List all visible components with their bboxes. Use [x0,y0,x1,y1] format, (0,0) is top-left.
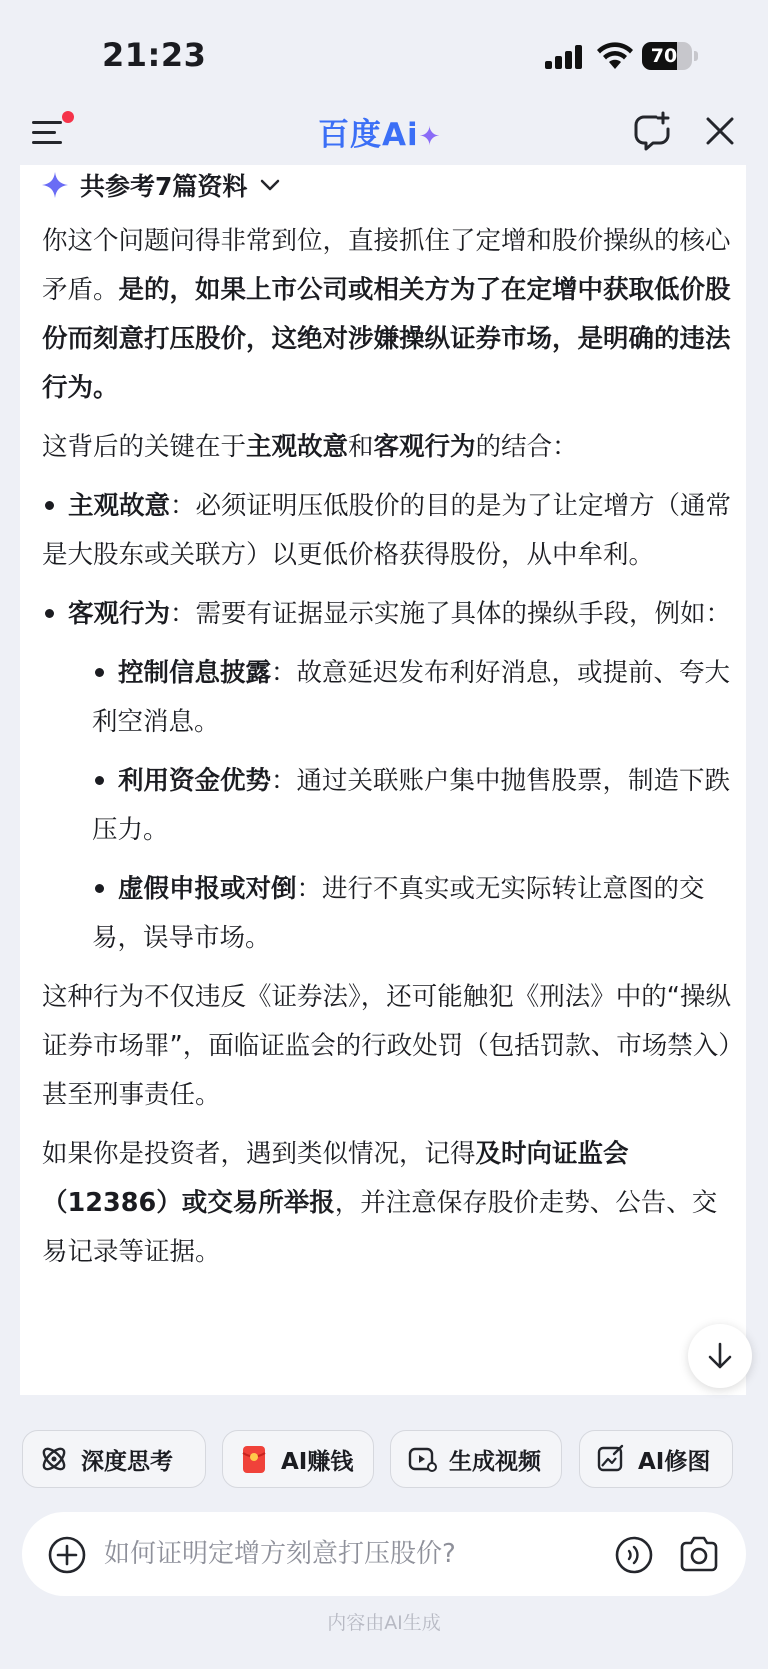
answer-paragraph: 如果你是投资者，遇到类似情况，记得及时向证监会（12386）或交易所举报，并注意保存股价走势、公告、交易记录等证据。 [42,1139,718,1267]
app-logo [318,109,458,153]
logo-ai: Ai [382,117,419,153]
logo-text: 百度 [318,117,382,153]
voice-icon[interactable] [614,1535,654,1575]
bullet-dot [95,668,104,677]
answer-paragraph: 这种行为不仅违反《证券法》，还可能触犯《刑法》中的“操纵证券市场罪”，面临证监会的行政处罚（包括罚款、市场禁入）甚至刑事责任。 [42,982,731,1110]
chip-ai-earn[interactable]: AI赚钱 [222,1430,374,1488]
list-item: 客观行为：需要有证据显示实施了具体的操纵手段，例如： [42,590,732,639]
bullet-dot [95,776,104,785]
menu-button[interactable] [30,113,70,149]
status-bar [0,0,768,110]
scroll-to-bottom-button[interactable] [688,1324,752,1388]
battery-level: 70 [650,45,678,67]
answer-body [42,217,732,1287]
sub-list-item: 虚假申报或对倒：进行不真实或无实际转让意图的交易，误导市场。 [92,874,705,953]
references-label: 共参考7篇资料 [80,172,248,201]
cellular-signal-icon [545,45,585,69]
chat-input[interactable]: 如何证明定增方刻意打压股价? [104,1539,456,1569]
answer-paragraph: 这背后的关键在于主观故意和客观行为的结合： [42,432,578,462]
references-toggle[interactable] [42,165,283,205]
chip-deep-thinking[interactable]: 深度思考 [22,1430,206,1488]
sub-list-item: 利用资金优势：通过关联账户集中抛售股票，制造下跌压力。 [92,766,731,845]
answer-card [20,165,746,1395]
chat-input-bar [22,1512,746,1596]
camera-icon[interactable] [678,1534,720,1574]
close-icon[interactable] [702,113,738,149]
notification-dot [62,111,74,123]
new-chat-icon[interactable] [632,111,672,151]
battery-icon [642,42,698,70]
bullet-dot [45,501,54,510]
bullet-dot [45,609,54,618]
clock: 21:23 [102,36,207,74]
ai-generated-note: 内容由AI生成 [327,1612,441,1634]
sub-list-item: 控制信息披露：故意延迟发布利好消息，或提前、夸大利空消息。 [92,658,731,737]
chip-generate-video[interactable]: 生成视频 [390,1430,562,1488]
answer-paragraph: 你这个问题问得非常到位，直接抓住了定增和股价操纵的核心矛盾。是的，如果上市公司或相关方为了在定增中获取低价股份而刻意打压股价，这绝对涉嫌操纵证券市场，是明确的违法行为。 [42,226,731,403]
video-icon [407,1444,437,1474]
logo-star: ✦ [418,122,442,152]
plus-icon[interactable] [47,1535,87,1575]
image-edit-icon [596,1444,626,1474]
feature-chips [22,1430,768,1490]
chevron-down-icon [257,172,283,198]
arrow-down-icon [706,1342,734,1370]
app-header [0,95,768,165]
chip-ai-photo-edit[interactable]: AI修图 [579,1430,733,1488]
sparkle-icon [42,172,68,198]
wifi-icon [597,42,633,70]
red-envelope-icon [239,1444,269,1474]
list-item: 主观故意：必须证明压低股价的目的是为了让定增方（通常是大股东或关联方）以更低价格获得股份，从中牟利。 [42,491,732,570]
atom-icon [39,1444,69,1474]
bullet-dot [95,884,104,893]
